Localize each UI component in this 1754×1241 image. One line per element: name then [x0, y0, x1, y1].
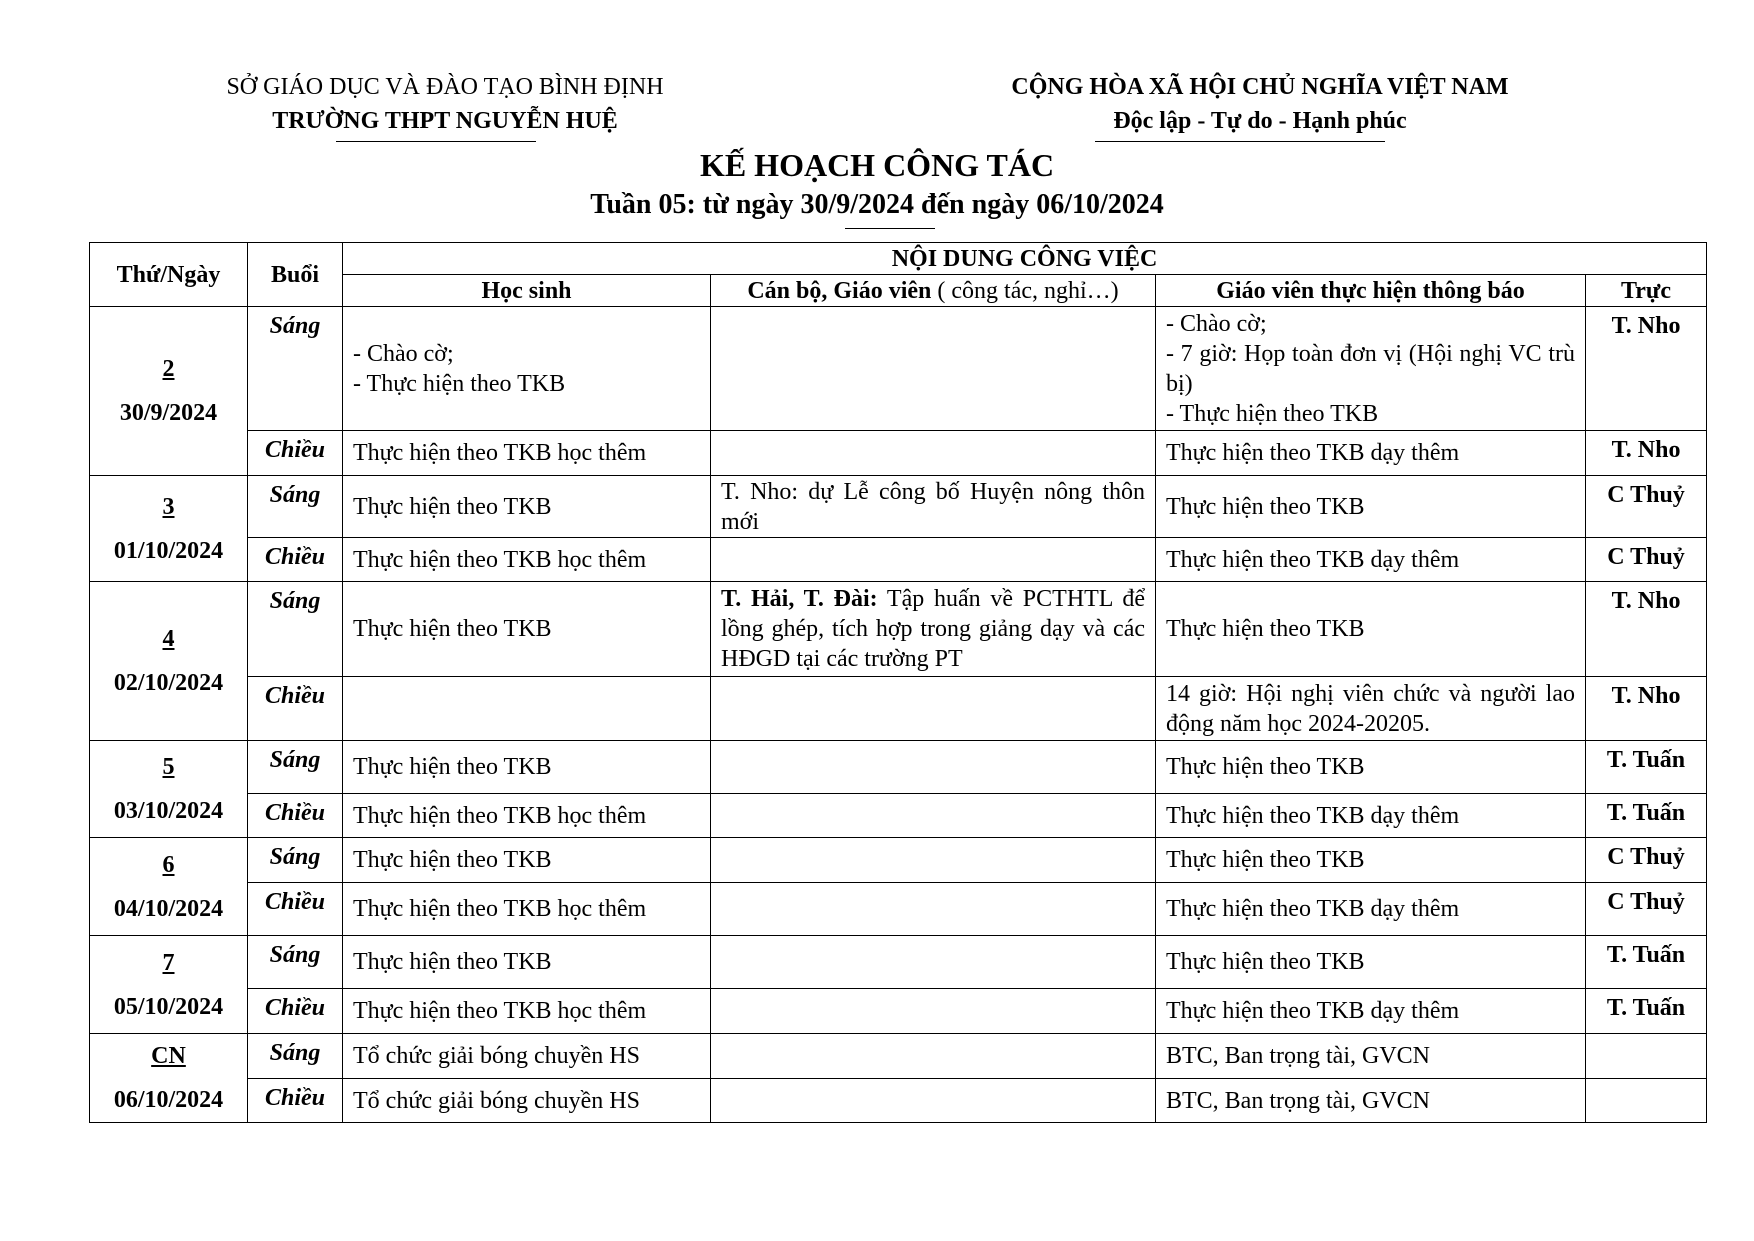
staff-cell [711, 989, 1156, 1034]
students-cell [343, 838, 711, 883]
document-title: KẾ HOẠCH CÔNG TÁC [699, 147, 1055, 183]
table-row [90, 1034, 1707, 1079]
staff-cell [711, 307, 1156, 431]
day-date: 03/10/2024 [113, 798, 224, 824]
teachers-cell [1156, 1034, 1586, 1079]
day-cell [90, 936, 248, 1034]
schedule-table [89, 242, 1707, 1123]
duty-cell: T. Tuấn [1586, 989, 1707, 1034]
table-row [90, 538, 1707, 582]
teachers-cell [1156, 838, 1586, 883]
staff-text: T. Nho: dự Lễ công bố Huyện nông thôn mới [721, 478, 1145, 535]
staff-cell [711, 936, 1156, 989]
day-date: 06/10/2024 [113, 1087, 224, 1113]
staff-cell [711, 677, 1156, 741]
students-text: Tổ chức giải bóng chuyền HS [353, 1043, 640, 1069]
session-cell: Chiều [248, 883, 343, 936]
students-cell [343, 582, 711, 677]
teachers-text: Thực hiện theo TKB dạy thêm [1166, 998, 1460, 1024]
header-students: Học sinh [343, 275, 711, 307]
country-name: CỘNG HÒA XÃ HỘI CHỦ NGHĨA VIỆT NAM [1011, 74, 1509, 100]
students-cell [343, 307, 711, 431]
teachers-cell [1156, 794, 1586, 838]
teachers-cell [1156, 677, 1586, 741]
students-cell [343, 431, 711, 476]
teachers-cell [1156, 431, 1586, 476]
teachers-cell [1156, 989, 1586, 1034]
staff-cell [711, 883, 1156, 936]
teachers-text: BTC, Ban trọng tài, GVCN [1166, 1087, 1430, 1114]
duty-cell: T. Nho [1586, 307, 1707, 431]
schedule-body [90, 307, 1707, 1123]
teachers-cell [1156, 582, 1586, 677]
session-cell: Chiều [248, 431, 343, 476]
duty-cell: T. Tuấn [1586, 741, 1707, 794]
duty-cell: C Thuỷ [1586, 538, 1707, 582]
students-cell [343, 741, 711, 794]
session-cell: Sáng [248, 582, 343, 677]
students-text: Thực hiện theo TKB [353, 616, 552, 642]
students-text: Thực hiện theo TKB [353, 754, 552, 780]
teachers-cell [1156, 936, 1586, 989]
students-cell [343, 936, 711, 989]
teachers-cell [1156, 538, 1586, 582]
table-row [90, 476, 1707, 538]
school-name: TRƯỜNG THPT NGUYỄN HUỆ [272, 108, 618, 134]
header-duty: Trực [1586, 275, 1707, 307]
teachers-text: - 7 giờ: Họp toàn đơn vị (Hội nghị VC trù bị) [1166, 340, 1575, 397]
duty-cell [1586, 1079, 1707, 1123]
duty-cell: T. Nho [1586, 431, 1707, 476]
staff-cell [711, 582, 1156, 677]
session-cell: Chiều [248, 1079, 343, 1123]
teachers-text: Thực hiện theo TKB dạy thêm [1166, 896, 1460, 922]
staff-cell [711, 741, 1156, 794]
header-staff-bold: Cán bộ, Giáo viên [747, 277, 932, 304]
duty-cell: C Thuỷ [1586, 883, 1707, 936]
teachers-cell [1156, 741, 1586, 794]
session-cell: Chiều [248, 989, 343, 1034]
weekday-number: 6 [162, 851, 175, 878]
staff-cell [711, 431, 1156, 476]
teachers-cell [1156, 476, 1586, 538]
teachers-text: 14 giờ: Hội nghị viên chức và người lao động năm học 2024-20205. [1166, 680, 1575, 737]
table-row [90, 838, 1707, 883]
duty-cell: T. Tuấn [1586, 794, 1707, 838]
teachers-text: - Thực hiện theo TKB [1166, 400, 1379, 427]
staff-names: T. Hải, T. Đài: [721, 586, 878, 612]
session-cell: Sáng [248, 838, 343, 883]
teachers-text: Thực hiện theo TKB dạy thêm [1166, 546, 1460, 573]
teachers-text: Thực hiện theo TKB [1166, 847, 1365, 873]
duty-cell: C Thuỷ [1586, 476, 1707, 538]
teachers-cell [1156, 1079, 1586, 1123]
teachers-text: Thực hiện theo TKB [1166, 949, 1365, 975]
students-text: Thực hiện theo TKB học thêm [353, 998, 647, 1024]
students-text: Tổ chức giải bóng chuyền HS [353, 1087, 640, 1114]
table-row [90, 307, 1707, 431]
teachers-text: Thực hiện theo TKB [1166, 754, 1365, 780]
students-text: Thực hiện theo TKB học thêm [353, 802, 647, 829]
students-cell [343, 1034, 711, 1079]
day-date: 01/10/2024 [113, 537, 224, 564]
students-cell [343, 476, 711, 538]
school-name-underline [336, 141, 536, 142]
day-cell [90, 1034, 248, 1123]
day-cell [90, 582, 248, 741]
teachers-cell [1156, 307, 1586, 431]
table-row [90, 582, 1707, 677]
students-cell [343, 538, 711, 582]
students-text: Thực hiện theo TKB [353, 493, 552, 520]
day-cell [90, 838, 248, 936]
department-name: SỞ GIÁO DỤC VÀ ĐÀO TẠO BÌNH ĐỊNH [226, 74, 664, 100]
session-cell: Sáng [248, 476, 343, 538]
subtitle-underline [845, 228, 935, 229]
day-date: 30/9/2024 [119, 400, 218, 426]
students-text: - Chào cờ; [353, 340, 454, 367]
header-staff [711, 275, 1156, 307]
students-cell [343, 989, 711, 1034]
weekday-number: 3 [162, 493, 175, 520]
duty-cell [1586, 1034, 1707, 1079]
students-text: Thực hiện theo TKB [353, 847, 552, 873]
header-work-content: NỘI DUNG CÔNG VIỆC [343, 243, 1707, 275]
session-cell: Sáng [248, 1034, 343, 1079]
teachers-text: Thực hiện theo TKB [1166, 493, 1365, 520]
day-cell [90, 307, 248, 476]
staff-cell [711, 538, 1156, 582]
students-text: Thực hiện theo TKB học thêm [353, 440, 647, 466]
teachers-text: Thực hiện theo TKB [1166, 616, 1365, 642]
staff-cell [711, 1034, 1156, 1079]
duty-cell: T. Nho [1586, 677, 1707, 741]
weekday-number: 2 [162, 356, 175, 382]
motto-underline [1095, 141, 1385, 142]
session-cell: Chiều [248, 794, 343, 838]
day-cell [90, 741, 248, 838]
students-text: - Thực hiện theo TKB [353, 370, 566, 397]
session-cell: Chiều [248, 677, 343, 741]
day-cell [90, 476, 248, 582]
session-cell: Chiều [248, 538, 343, 582]
day-date: 04/10/2024 [113, 895, 224, 922]
staff-cell [711, 1079, 1156, 1123]
table-row [90, 1079, 1707, 1123]
students-text: Thực hiện theo TKB [353, 949, 552, 975]
table-row [90, 794, 1707, 838]
day-date: 05/10/2024 [113, 993, 224, 1020]
weekday-number: 4 [162, 626, 175, 652]
students-cell [343, 677, 711, 741]
national-motto-block [900, 70, 1620, 138]
document-subtitle: Tuần 05: từ ngày 30/9/2024 đến ngày 06/10/2024 [590, 189, 1164, 220]
weekday-number: 7 [162, 949, 175, 976]
teachers-text: Thực hiện theo TKB dạy thêm [1166, 440, 1460, 466]
table-row [90, 741, 1707, 794]
duty-cell: C Thuỷ [1586, 838, 1707, 883]
header-staff-note: ( công tác, nghỉ…) [931, 277, 1119, 304]
weekday-number: 5 [162, 754, 175, 780]
table-row [90, 883, 1707, 936]
staff-text: Tập huấn về PCTHTL để lồng ghép, tích hợp trong giảng dạy và các HĐGD tại các trường PT [721, 586, 1145, 672]
students-text: Thực hiện theo TKB học thêm [353, 546, 647, 573]
table-row [90, 677, 1707, 741]
staff-cell [711, 838, 1156, 883]
students-cell [343, 1079, 711, 1123]
session-cell: Sáng [248, 741, 343, 794]
day-date: 02/10/2024 [113, 670, 224, 696]
header-session: Buổi [248, 243, 343, 307]
weekday-number: CN [151, 1043, 186, 1069]
table-row [90, 989, 1707, 1034]
session-cell: Sáng [248, 936, 343, 989]
header-teachers: Giáo viên thực hiện thông báo [1156, 275, 1586, 307]
students-cell [343, 883, 711, 936]
session-cell: Sáng [248, 307, 343, 431]
duty-cell: T. Tuấn [1586, 936, 1707, 989]
table-row [90, 936, 1707, 989]
header-day: Thứ/Ngày [90, 243, 248, 307]
staff-cell [711, 476, 1156, 538]
issuer-block [150, 70, 740, 138]
staff-cell [711, 794, 1156, 838]
teachers-text: - Chào cờ; [1166, 310, 1267, 337]
motto: Độc lập - Tự do - Hạnh phúc [1113, 108, 1407, 134]
duty-cell: T. Nho [1586, 582, 1707, 677]
teachers-text: BTC, Ban trọng tài, GVCN [1166, 1043, 1430, 1069]
table-row [90, 431, 1707, 476]
teachers-text: Thực hiện theo TKB dạy thêm [1166, 802, 1460, 829]
teachers-cell [1156, 883, 1586, 936]
students-cell [343, 794, 711, 838]
students-text: Thực hiện theo TKB học thêm [353, 896, 647, 922]
